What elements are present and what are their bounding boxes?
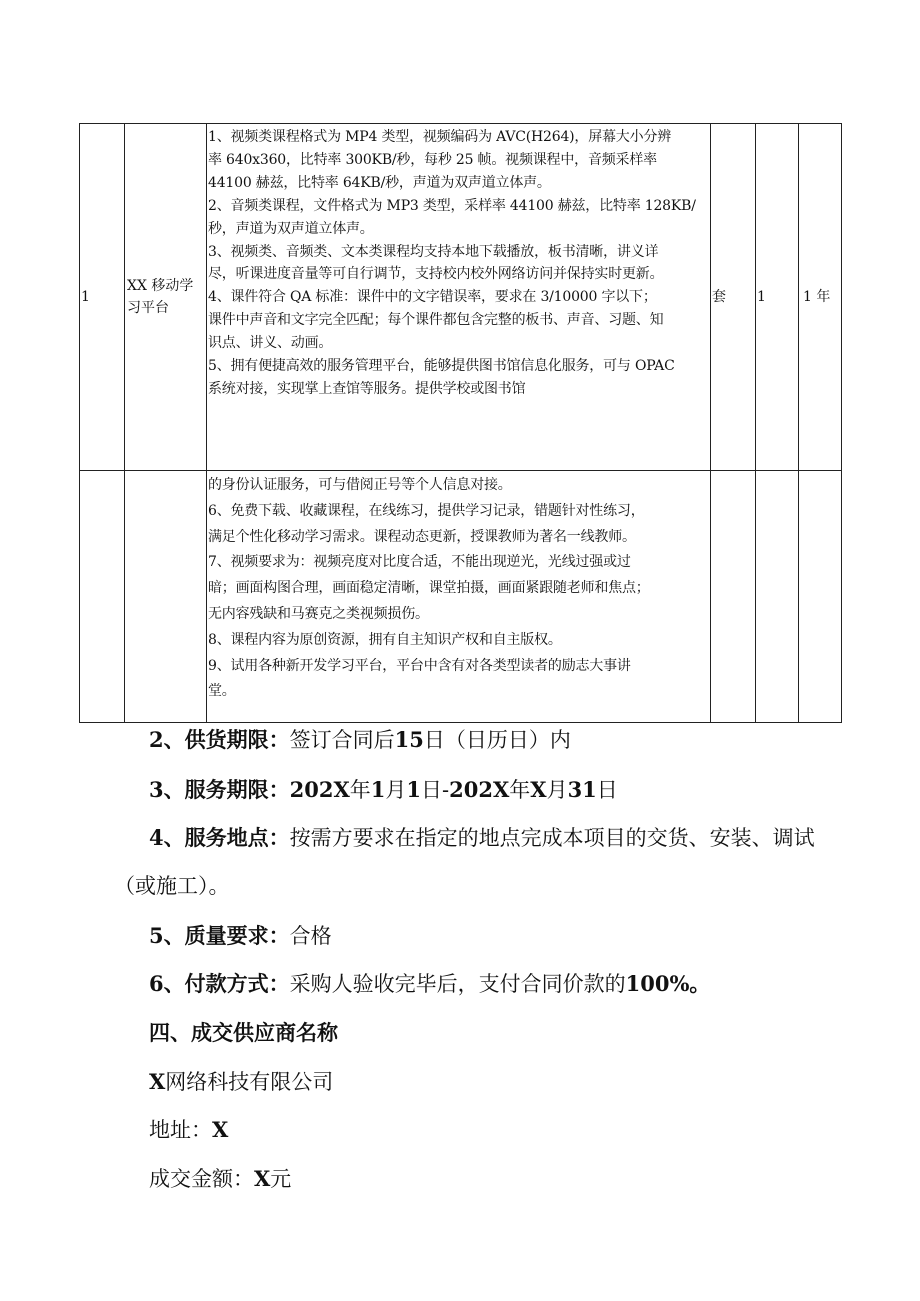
requirements-continued-cell: [207, 471, 711, 723]
requirement-line: 3、视频类、音频类、文本类课程均支持本地下载播放，板书清晰，讲义详: [208, 243, 659, 260]
requirement-line: 秒，声道为双声道立体声。: [208, 220, 374, 237]
quality-term: 5、质量要求：合格: [149, 923, 332, 948]
empty-cell: [756, 471, 799, 723]
requirement-line: 无内容残缺和马赛克之类视频损伤。: [208, 605, 429, 622]
requirement-line: 2、音频类课程，文件格式为 MP3 类型，采样率 44100 赫兹，比特率 128KB/: [208, 197, 696, 214]
requirement-line: 44100 赫兹，比特率 64KB/秒，声道为双声道立体声。: [208, 174, 551, 191]
row-index-cell: 1: [80, 124, 125, 471]
requirement-line: 尽，听课进度音量等可自行调节，支持校内校外网络访问并保持实时更新。: [208, 266, 664, 283]
period-cell: 1 年: [799, 124, 842, 471]
requirement-line: 7、视频要求为：视频亮度对比度合适，不能出现逆光，光线过强或过: [208, 554, 631, 571]
requirement-line: 1、视频类课程格式为 MP4 类型，视频编码为 AVC(H264)，屏幕大小分辨: [208, 129, 672, 145]
requirements-cell: [207, 124, 711, 471]
supplier-heading: 四、成交供应商名称: [149, 1020, 338, 1045]
empty-cell: [711, 471, 756, 723]
service-place-term: 4、服务地点：按需方要求在指定的地点完成本项目的交货、安装、调试: [149, 825, 815, 850]
table-row: [80, 471, 842, 723]
requirement-line: 率 640x360，比特率 300KB/秒，每秒 25 帧。视频课程中，音频采样率: [208, 151, 657, 168]
requirement-line: 的身份认证服务，可与借阅正号等个人信息对接。: [208, 477, 512, 493]
supplier-address: 地址：X: [149, 1117, 229, 1142]
requirement-line: 5、拥有便捷高效的服务管理平台，能够提供图书馆信息化服务，可与 OPAC: [208, 358, 675, 375]
table-row: [80, 124, 842, 471]
requirement-line: 6、免费下载、收藏课程，在线练习，提供学习记录，错题针对性练习，: [208, 502, 645, 519]
requirement-line: 9、试用各种新开发学习平台，平台中含有对各类型读者的励志大事讲: [208, 657, 631, 674]
requirement-line: 8、课程内容为原创资源，拥有自主知识产权和自主版权。: [208, 631, 562, 648]
requirement-line: 课件中声音和文字完全匹配；每个课件都包含完整的板书、声音、习题、知: [208, 312, 664, 329]
supplier-name: X网络科技有限公司: [149, 1069, 334, 1094]
requirement-line: 系统对接，实现掌上查馆等服务。提供学校或图书馆: [208, 380, 526, 397]
empty-cell: [799, 471, 842, 723]
empty-cell: [125, 471, 207, 723]
payment-term: 6、付款方式：采购人验收完毕后，支付合同价款的100%。: [149, 971, 711, 996]
deal-amount: 成交金额：X元: [149, 1166, 292, 1191]
requirement-line: 4、课件符合 QA 标准：课件中的文字错误率，要求在 3/10000 字以下；: [208, 289, 657, 306]
service-place-term-cont: （或施工）。: [114, 874, 230, 898]
quantity-cell: 1: [756, 124, 799, 471]
requirements-table: [79, 123, 842, 723]
requirement-line: 满足个性化移动学习需求。课程动态更新，授课教师为著名一线教师。: [208, 528, 636, 545]
service-term: 3、服务期限：202X年1月1日-202X年X月31日: [149, 777, 618, 802]
unit-cell: 套: [711, 124, 756, 471]
item-name-cell: XX 移动学习平台: [125, 124, 207, 471]
requirement-line: 识点、讲义、动画。: [208, 335, 333, 352]
requirement-line: 暗；画面构图合理，画面稳定清晰，课堂拍摄，画面紧跟随老师和焦点；: [208, 580, 650, 597]
delivery-term: 2、供货期限：签订合同后15日（日历日）内: [149, 727, 571, 752]
requirement-line: 堂。: [208, 683, 236, 700]
empty-cell: [80, 471, 125, 723]
